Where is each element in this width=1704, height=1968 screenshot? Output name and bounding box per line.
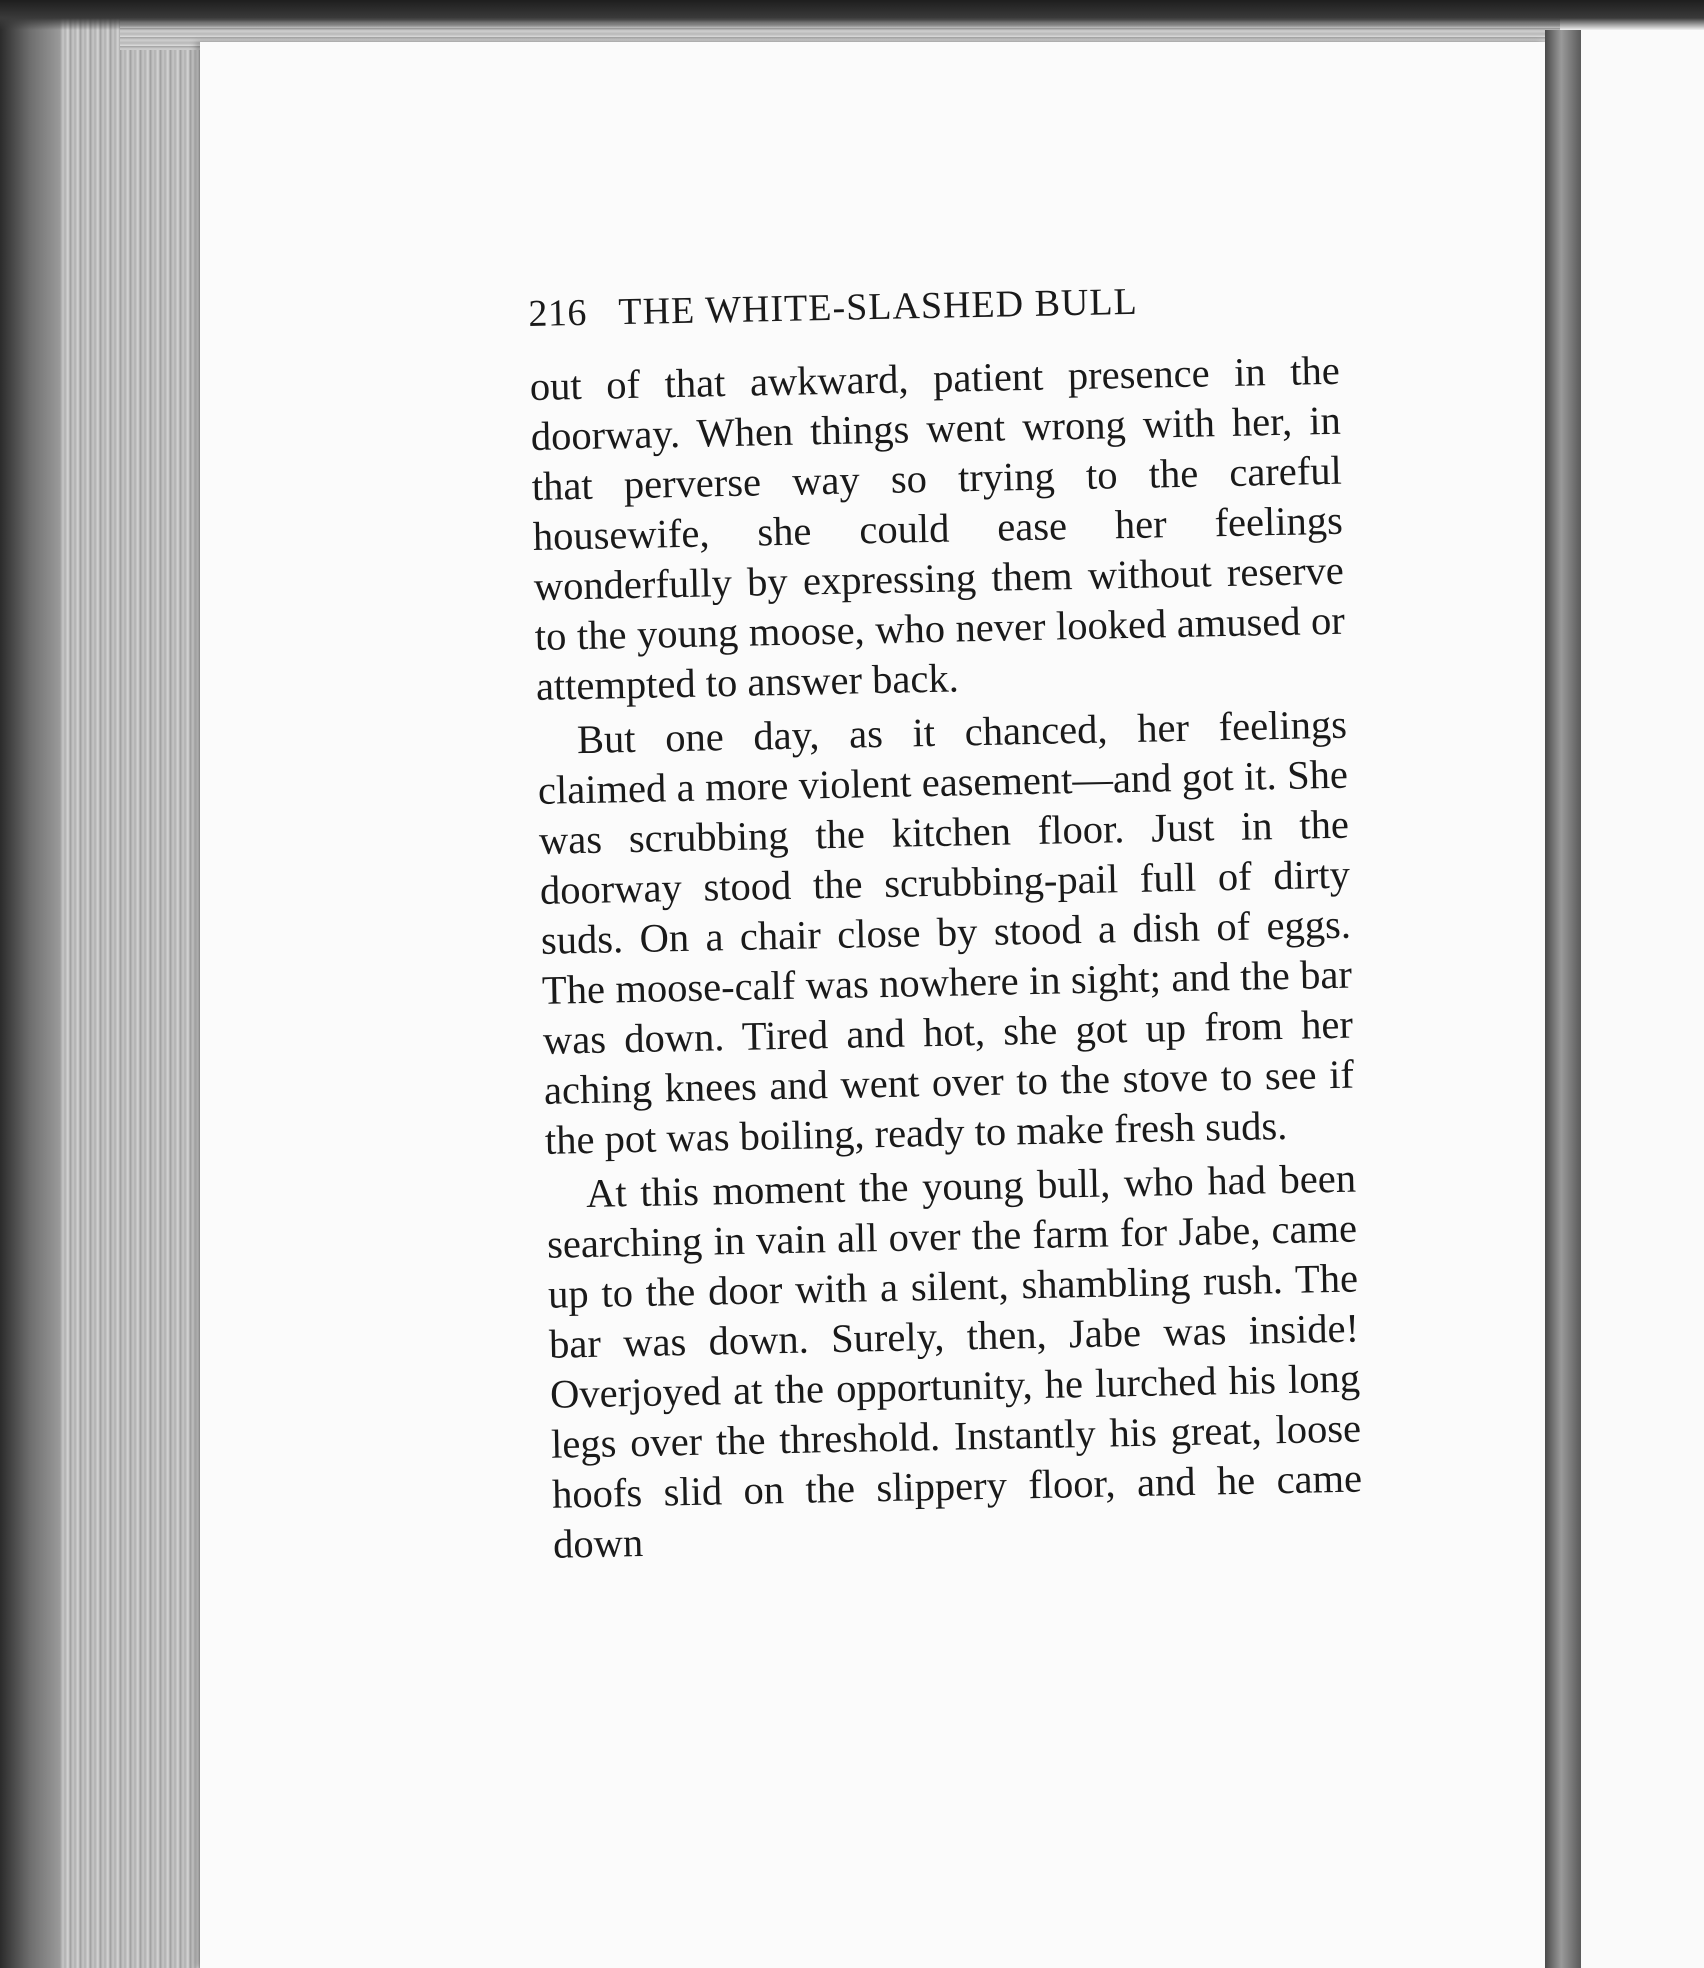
book-spine bbox=[0, 0, 60, 1968]
body-text bbox=[529, 346, 1363, 1570]
paragraph: out of that awkward, patient presence in the doorway. When things went wrong with her, in that perverse way so trying to the careful housewife, she could ease her feelings wonderfully by expressing them without reserve to the young moose, who never looked amused or attempted to answer back. bbox=[529, 347, 1346, 709]
paragraph: At this moment the young bull, who had been searching in vain all over the farm for Jabe, came up to the door with a silent, shambling rush. The bar was down. Surely, then, Jabe was inside! Overjoyed at the opportunity, he lurched his long legs over the threshold. Instantly his great, loose hoofs slid on the slippery floor, and he came down bbox=[546, 1155, 1363, 1567]
page-gutter bbox=[1545, 30, 1581, 1968]
scan-top-edge bbox=[0, 0, 1704, 30]
page-number: 216 bbox=[528, 291, 588, 335]
page-text-block bbox=[528, 276, 1363, 1570]
paragraph: But one day, as it chanced, her feelings claimed a more violent easement—and got it. She was scrubbing the kitchen floor. Just in the doorway stood the scrubbing-pail full of dirty suds. On a chair close by stood a dish of eggs. The moose-calf was nowhere in sight; and the bar was down. Tired and hot, she got up from her aching knees and went over to the stove to see if the pot was boiling, ready to make fresh suds. bbox=[537, 701, 1355, 1163]
running-head-title: THE WHITE-SLASHED BULL bbox=[618, 280, 1139, 334]
facing-page-edge bbox=[1581, 30, 1704, 1968]
